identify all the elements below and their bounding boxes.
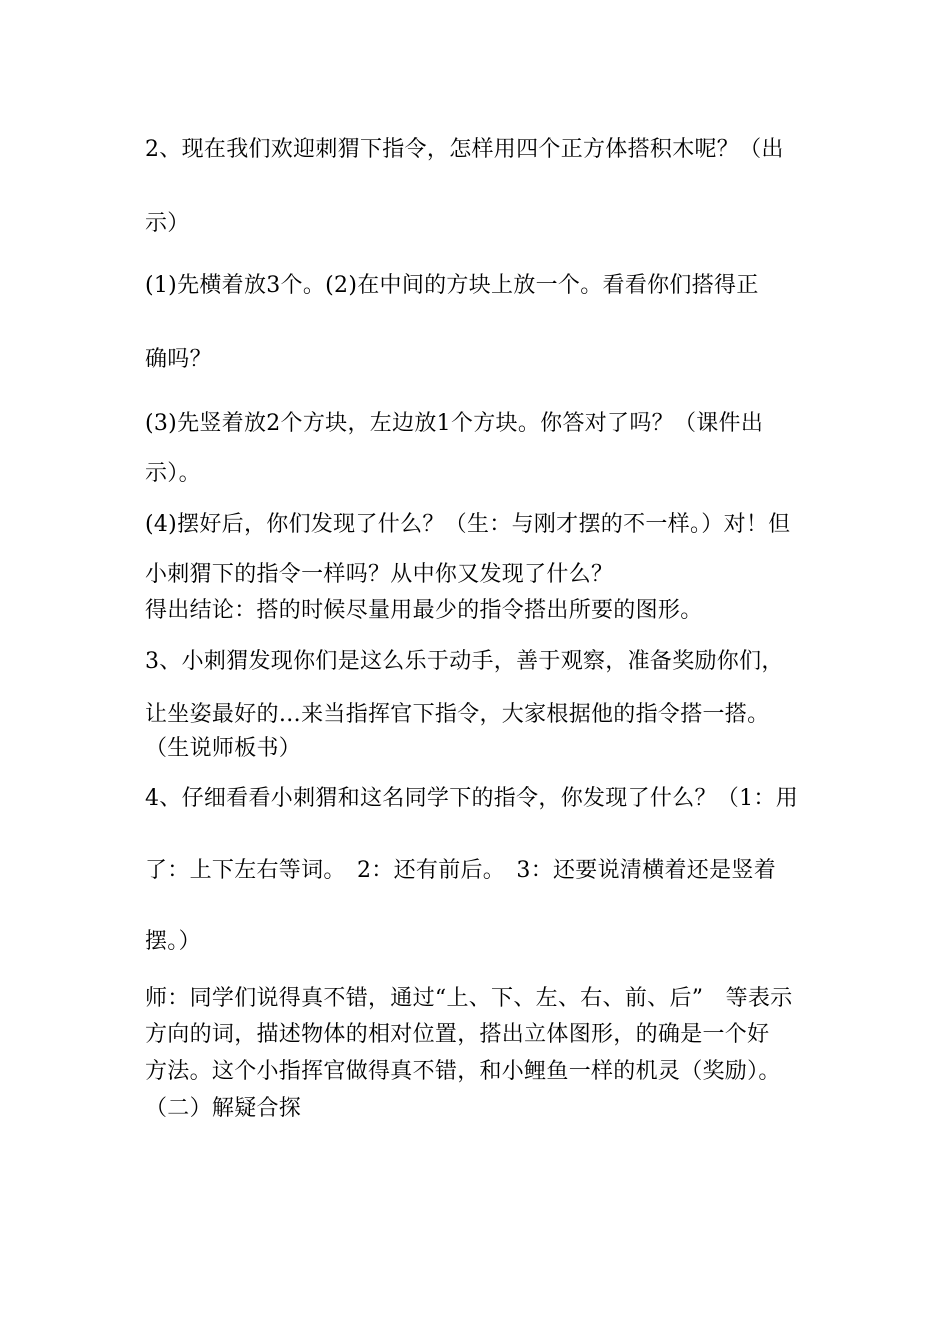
- text-line-13: 4、仔细看看小刺猬和这名同学下的指令，你发现了什么？（1：用: [145, 786, 798, 811]
- text-line-19: （二）解疑合探: [145, 1096, 302, 1121]
- text-line-12: （生说师板书）: [145, 736, 302, 761]
- text-line-16: 师：同学们说得真不错，通过“上、下、左、右、前、后” 等表示: [145, 986, 793, 1011]
- text-line-7: (4)摆好后，你们发现了什么？（生：与刚才摆的不一样。）对！但: [145, 512, 791, 537]
- text-line-9: 得出结论：搭的时候尽量用最少的指令搭出所要的图形。: [145, 598, 703, 623]
- text-line-14: 了：上下左右等词。 2：还有前后。 3：还要说清横着还是竖着: [145, 858, 776, 883]
- text-line-1: 2、现在我们欢迎刺猬下指令，怎样用四个正方体搭积木呢？（出: [145, 137, 784, 162]
- text-line-6: 示）。: [145, 461, 201, 486]
- text-line-5: (3)先竖着放2个方块，左边放1个方块。你答对了吗？（课件出: [145, 411, 764, 436]
- text-line-8: 小刺猬下的指令一样吗？从中你又发现了什么？: [145, 562, 614, 587]
- text-line-10: 3、小刺猬发现你们是这么乐于动手，善于观察，准备奖励你们，: [145, 649, 784, 674]
- text-line-4: 确吗？: [145, 347, 212, 372]
- text-line-11: 让坐姿最好的…来当指挥官下指令，大家根据他的指令搭一搭。: [145, 702, 770, 727]
- text-line-18: 方法。这个小指挥官做得真不错，和小鲤鱼一样的机灵（奖励）。: [145, 1059, 781, 1084]
- text-line-3: (1)先横着放3个。(2)在中间的方块上放一个。看看你们搭得正: [145, 273, 759, 298]
- text-line-2: 示）: [145, 211, 190, 236]
- text-line-15: 摆。）: [145, 929, 201, 954]
- text-line-17: 方向的词，描述物体的相对位置，搭出立体图形，的确是一个好: [145, 1022, 770, 1047]
